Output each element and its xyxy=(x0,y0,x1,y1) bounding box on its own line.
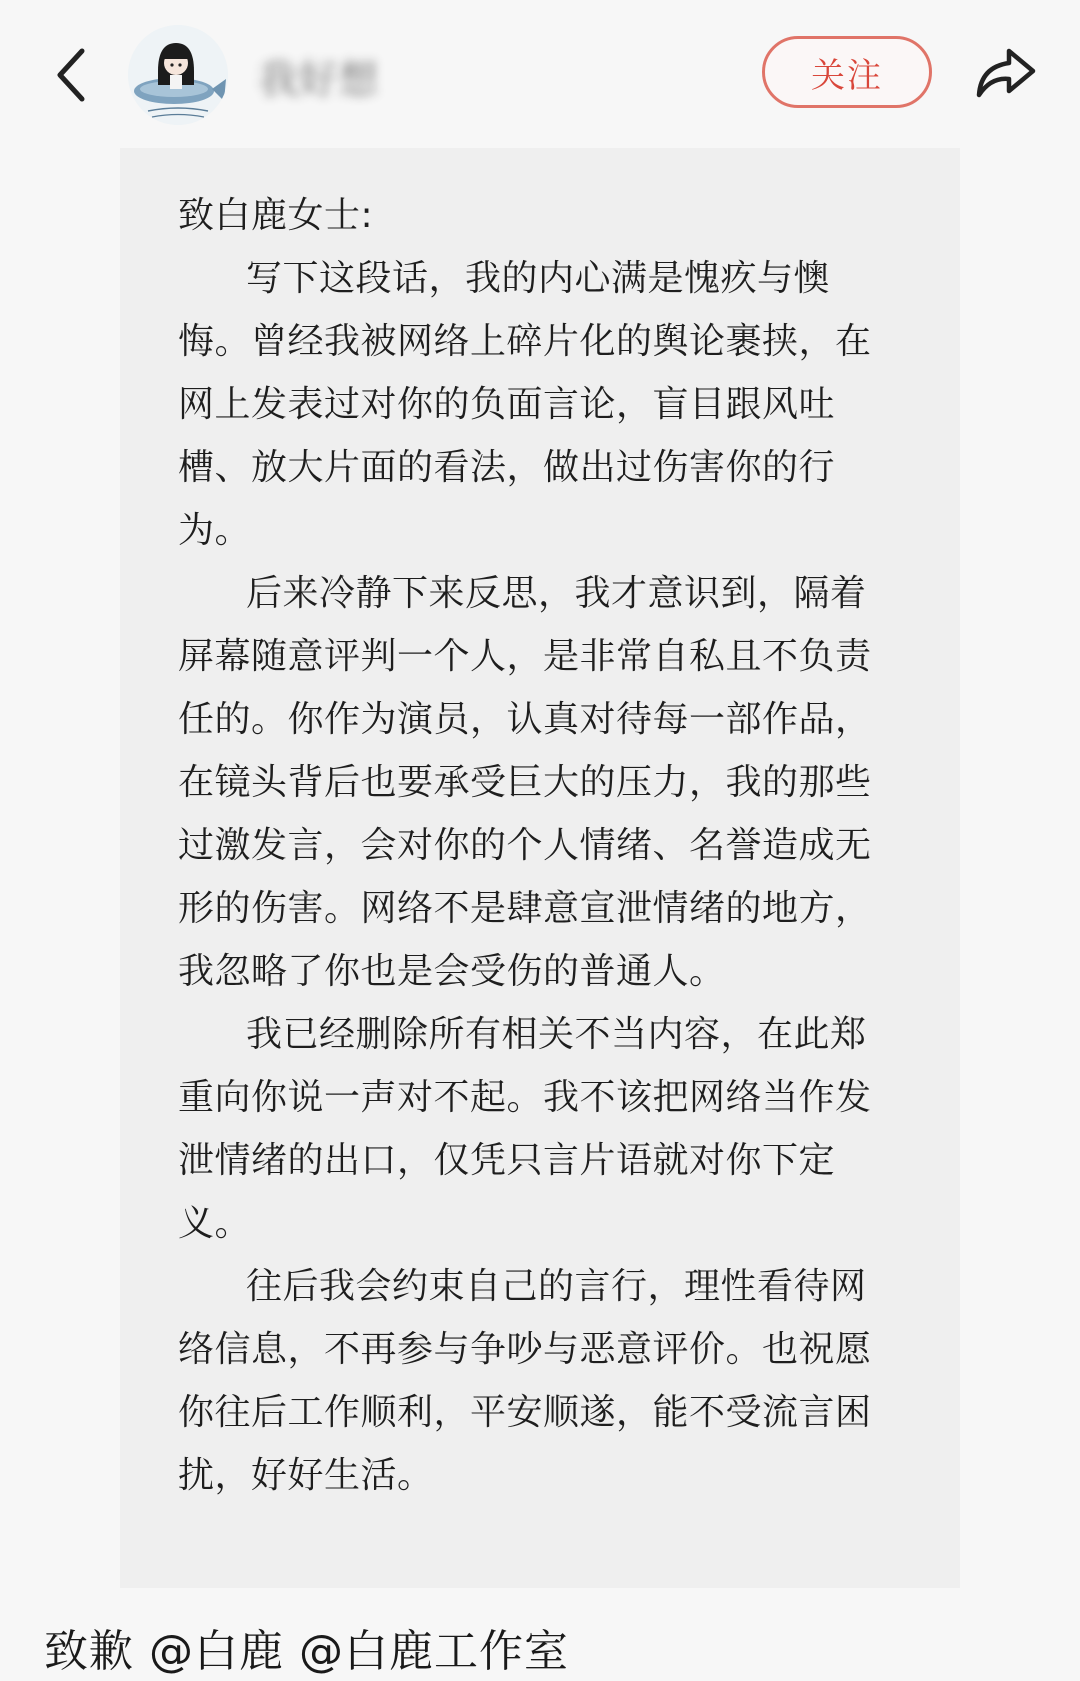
letter-paragraph xyxy=(178,1255,906,1507)
letter-line: 悔。曾经我被网络上碎片化的舆论裹挟，在 xyxy=(178,321,872,362)
letter-line: 你往后工作顺利，平安顺遂，能不受流言困 xyxy=(178,1392,872,1433)
letter-line: 为。 xyxy=(178,510,252,551)
letter-line: 过激发言，会对你的个人情绪、名誉造成无 xyxy=(178,825,872,866)
letter-line: 扰，好好生活。 xyxy=(178,1455,434,1496)
letter-line: 写下这段话，我的内心满是愧疚与懊 xyxy=(246,258,831,299)
letter-line: 重向你说一声对不起。我不该把网络当作发 xyxy=(178,1077,872,1118)
letter-line: 槽、放大片面的看法，做出过伤害你的行 xyxy=(178,447,836,488)
letter-paragraph xyxy=(178,247,906,562)
letter-line: 往后我会约束自己的言行，理性看待网 xyxy=(246,1266,867,1307)
letter-line: 在镜头背后也要承受巨大的压力，我的那些 xyxy=(178,762,872,803)
letter-image xyxy=(120,148,960,1588)
letter-line: 义。 xyxy=(178,1203,252,1244)
letter-paragraph xyxy=(178,562,906,1003)
letter-line: 屏幕随意评判一个人，是非常自私且不负责 xyxy=(178,636,872,677)
post-header xyxy=(0,0,1080,140)
username[interactable]: 我好想 xyxy=(258,57,378,103)
letter-line: 形的伤害。网络不是肆意宣泄情绪的地方， xyxy=(178,888,872,929)
letter-line: 后来冷静下来反思，我才意识到，隔着 xyxy=(246,573,867,614)
letter-line: 网上发表过对你的负面言论，盲目跟风吐 xyxy=(178,384,836,425)
share-arrow-icon xyxy=(973,45,1037,101)
chevron-left-icon xyxy=(50,45,90,105)
letter-line: 泄情绪的出口，仅凭只言片语就对你下定 xyxy=(178,1140,836,1181)
letter-paragraph xyxy=(178,1003,906,1255)
letter-line: 我忽略了你也是会受伤的普通人。 xyxy=(178,951,726,992)
follow-button[interactable]: 关注 xyxy=(762,36,932,108)
avatar[interactable] xyxy=(128,25,228,125)
letter-line: 任的。你作为演员，认真对待每一部作品， xyxy=(178,699,872,740)
back-button[interactable] xyxy=(40,30,100,120)
letter-line: 络信息，不再参与争吵与恶意评价。也祝愿 xyxy=(178,1329,872,1370)
letter-line: 我已经删除所有相关不当内容，在此郑 xyxy=(246,1014,867,1055)
avatar-image xyxy=(128,25,228,125)
share-button[interactable] xyxy=(970,38,1040,108)
post-caption: 致歉 @白鹿 @白鹿工作室 xyxy=(44,1626,569,1677)
letter-greeting: 致白鹿女士: xyxy=(178,195,374,236)
